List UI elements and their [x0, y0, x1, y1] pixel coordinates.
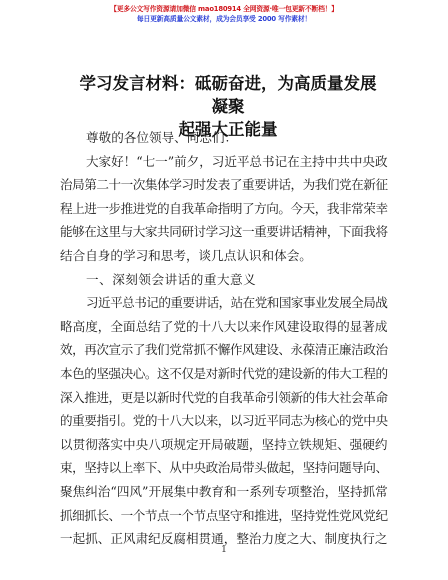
promo-banner-line2: 每日更新高质量公文素材，成为会员享受 2000 写作素材！	[136, 15, 312, 23]
body-line: 程上进一步推进党的自我革命指明了方向。今天，我非常荣幸	[60, 200, 388, 216]
body-line: 束，坚持以上率下、从中央政治局带头做起，坚持问题导向、	[60, 460, 388, 476]
body-line: 习近平总书记的重要讲话，站在党和国家事业发展全局战	[86, 295, 388, 311]
document-title-line1: 学习发言材料：砥砺奋进，为高质量发展凝聚	[79, 74, 377, 116]
document-title-line2: 起强大正能量	[178, 120, 278, 139]
body-line: 大家好！“七一”前夕，习近平总书记在主持中共中央政	[86, 153, 388, 169]
page-number: 1	[221, 545, 227, 555]
body-line: 效，再次宣示了我们党常抓不懈作风建设、永葆清正廉洁政治	[60, 342, 388, 358]
salutation: 尊敬的各位领导、同志们：	[86, 130, 238, 145]
body-line: 深入推进，更是以新时代党的自我革命引领新的伟大社会革命	[60, 389, 388, 405]
body-line: 抓细抓长、一个节点一个节点坚守和推进，坚持党性党风党纪	[60, 507, 388, 523]
body-line: 以贯彻落实中央八项规定开局破题，坚持立铁规矩、强硬约	[60, 436, 388, 452]
body-line: 能够在这里与大家共同研讨学习这一重要讲话精神，下面我将	[60, 224, 388, 240]
body-line: 本色的坚强决心。这不仅是对新时代党的建设新的伟大工程的	[60, 366, 388, 381]
body-line: 聚焦纠治“四风”开展集中教育和一系列专项整治，坚持抓常	[60, 484, 388, 499]
body-line: 略高度，全面总结了党的十八大以来作风建设取得的显著成	[60, 318, 388, 334]
section-heading: 一、深刻领会讲话的重大意义	[86, 271, 257, 287]
body-line: 的重要指引。党的十八大以来，以习近平同志为核心的党中央	[60, 413, 388, 429]
promo-banner-line1: 【更多公文写作资源请加微信 mao180914 全网资源·唯一包更新不断档！】	[110, 5, 338, 13]
body-line: 结合自身的学习和思考，谈几点认识和体会。	[60, 248, 312, 263]
body-line: 一起抓、正风肃纪反腐相贯通，整治力度之大、制度执行之	[60, 531, 388, 547]
body-line: 治局第二十一次集体学习时发表了重要讲话，为我们党在新征	[60, 177, 388, 193]
